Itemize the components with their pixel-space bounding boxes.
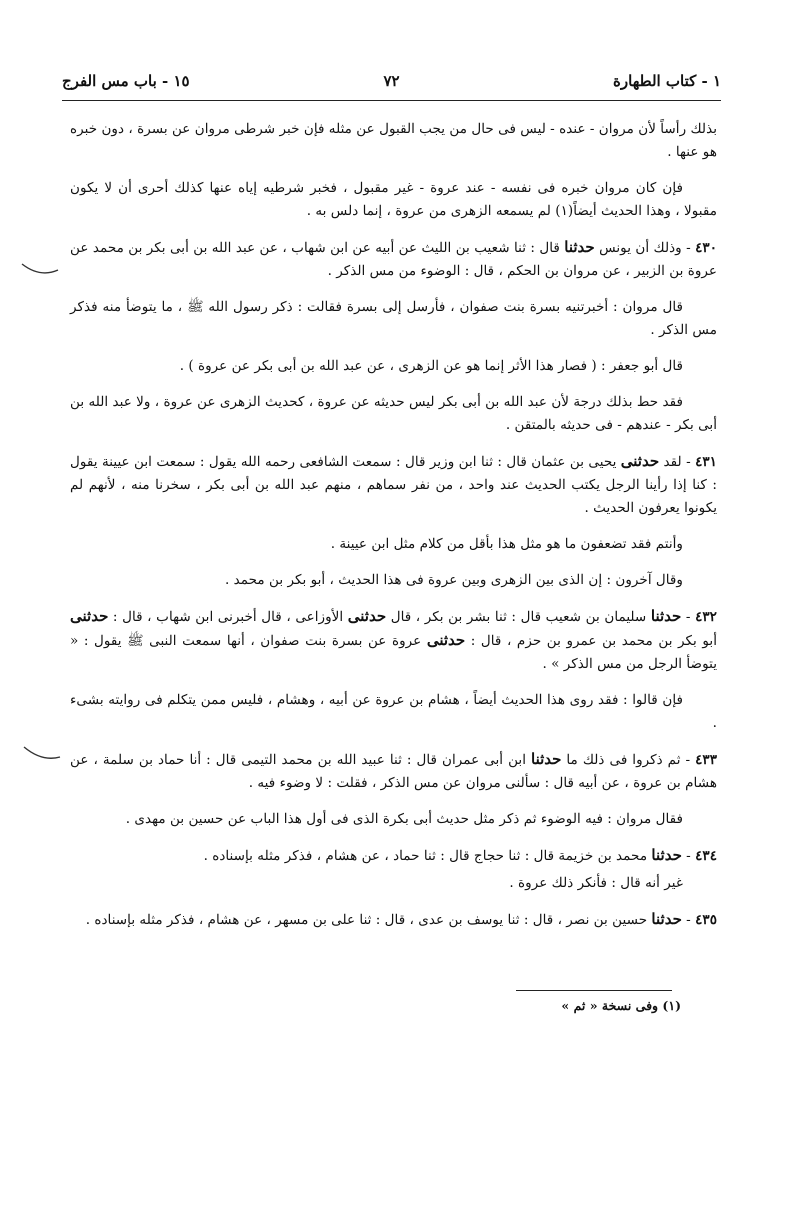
margin-checkmark (22, 264, 58, 273)
page-number: ٧٢ (383, 72, 400, 90)
narration-formula: حدثنى (620, 452, 660, 470)
hadith-number: ٤٣٠ (695, 240, 717, 256)
text-segment: - (681, 609, 696, 625)
hadith-paragraph (70, 908, 717, 932)
text-segment: بذلك رأساً لأن مروان - عنده - ليس فى حال من يجب القبول عن مثله فإن خبر شرطى مروان عن بسرة ، دون خبره هو عنها . (70, 121, 717, 160)
text-segment: - ثم ذكروا فى ذلك ما (561, 752, 696, 768)
text-paragraph (70, 296, 717, 342)
narration-formula: حدثنا (650, 607, 682, 625)
text-segment: فقال مروان : فيه الوضوء ثم ذكر مثل حديث أبى بكرة الذى فى أول هذا الباب عن حسين بن مهدى . (125, 811, 683, 827)
narration-formula: حدثنى (70, 607, 109, 625)
footnote: (١) وفى نسخة « ثم » (561, 998, 681, 1013)
hadith-paragraph (70, 748, 717, 795)
text-segment: قال أبو جعفر : ( فصار هذا الأثر إنما هو عن الزهرى ، عن عبد الله بن أبى بكر عن عروة ) . (179, 358, 683, 374)
header-rule (62, 100, 721, 101)
text-paragraph (70, 355, 717, 378)
text-segment: غير أنه قال : فأنكر ذلك عروة . (509, 875, 683, 891)
text-paragraph (70, 808, 717, 831)
text-segment: فقد حط بذلك درجة لأن عبد الله بن أبى بكر ليس حديثه عن عروة ، كحديث الزهرى عن عروة ، ولا عبد الله بن أبى بكر - عندهم - فى حديثه بالمتقن . (70, 394, 717, 433)
text-segment: - (681, 912, 696, 928)
text-segment: وأنتم فقد تضعفون ما هو مثل هذا بأقل من كلام مثل ابن عيينة . (330, 536, 683, 552)
chapter-title: ١٥ - باب مس الفرج (62, 72, 190, 90)
text-segment: يحيى بن عثمان قال : ثنا ابن وزير قال : سمعت الشافعى رحمه الله يقول : سمعت ابن عيينة يقول : كنا إذا رأينا الرجل يكتب الحديث عند واحد ، من نفر سماهم ، منهم عبد الله بن أبى بكر ، سخرنا منه ، لأنهم لم يكونوا يعرفون الحديث . (70, 454, 717, 516)
text-segment: أبو بكر بن محمد بن عمرو بن حزم ، قال : (465, 633, 717, 649)
narration-formula: حدثنى (347, 607, 387, 625)
text-paragraph (70, 872, 717, 895)
text-segment: وقال آخرون : إن الذى بين الزهرى وبين عروة فى هذا الحديث ، أبو بكر بن محمد . (225, 572, 683, 588)
text-paragraph (70, 391, 717, 437)
text-paragraph (70, 533, 717, 556)
text-segment: عروة عن بسرة بنت صفوان ، أنها سمعت النبى ﷺ يقول : « يتوضأ الرجل من مس الذكر » . (70, 633, 717, 672)
text-segment: قال مروان : أخبرتنيه بسرة بنت صفوان ، فأرسل إلى بسرة فقالت : ذكر رسول الله ﷺ ، ما يتوضأ منه فذكر مس الذكر . (70, 299, 717, 338)
narration-formula: حدثنا (651, 910, 682, 928)
hadith-paragraph (70, 450, 717, 520)
text-paragraph (70, 177, 717, 223)
hadith-number: ٤٣١ (695, 454, 717, 470)
text-segment: فإن كان مروان خبره فى نفسه - عند عروة - غير مقبول ، فخبر شرطيه إياه عنها كذلك أحرى أن لا يكون مقبولا ، وهذا الحديث أيضاً(١) لم يسمعه الزهرى من عروة ، إنما دلس به . (70, 180, 717, 219)
main-text (70, 118, 717, 945)
hadith-number: ٤٣٤ (695, 848, 717, 864)
hadith-number: ٤٣٥ (695, 912, 717, 928)
text-segment: - (681, 848, 696, 864)
hadith-number: ٤٣٣ (695, 752, 717, 768)
hadith-paragraph (70, 605, 717, 676)
text-paragraph (70, 569, 717, 592)
narration-formula: حدثنا (564, 238, 595, 256)
text-segment: قال : ثنا شعيب بن الليث عن أبيه عن ابن شهاب ، عن عبد الله بن أبى بكر بن محمد عن عروة بن الزبير ، عن مروان بن الحكم ، قال : الوضوء من مس الذكر . (70, 240, 717, 279)
narration-formula: حدثنا (651, 846, 682, 864)
margin-checkmark (24, 747, 60, 758)
text-segment: محمد بن خزيمة قال : ثنا حجاج قال : ثنا حماد ، عن هشام ، فذكر مثله بإسناده . (203, 848, 652, 864)
text-segment: - وذلك أن يونس (594, 240, 696, 256)
text-segment: فإن قالوا : فقد روى هذا الحديث أيضاً ، هشام بن عروة عن أبيه ، وهشام ، فليس ممن يتكلم فى روايته بشىء . (70, 692, 717, 731)
footnote-rule (516, 990, 672, 991)
text-segment: - لقد (659, 454, 696, 470)
text-segment: سليمان بن شعيب قال : ثنا بشر بن بكر ، قال (386, 609, 651, 625)
text-segment: حسين بن نصر ، قال : ثنا يوسف بن عدى ، قال : ثنا على بن مسهر ، عن هشام ، فذكر مثله بإسناده . (85, 912, 652, 928)
book-title: ١ - كتاب الطهارة (613, 72, 721, 90)
narration-formula: حدثنا (531, 750, 562, 768)
text-segment: الأوزاعى ، قال أخبرنى ابن شهاب ، قال : (108, 609, 348, 625)
text-segment: ابن أبى عمران قال : ثنا عبيد الله بن محمد التيمى قال : أنا حماد بن سلمة ، عن هشام بن عروة ، عن أبيه قال : سألنى مروان عن مس الذكر ، فقلت : لا وضوء فيه . (70, 752, 717, 791)
hadith-number: ٤٣٢ (695, 609, 717, 625)
text-paragraph (70, 689, 717, 735)
narration-formula: حدثنى (426, 631, 466, 649)
hadith-paragraph (70, 844, 717, 868)
hadith-paragraph (70, 236, 717, 283)
text-paragraph (70, 118, 717, 164)
running-header (62, 72, 721, 98)
